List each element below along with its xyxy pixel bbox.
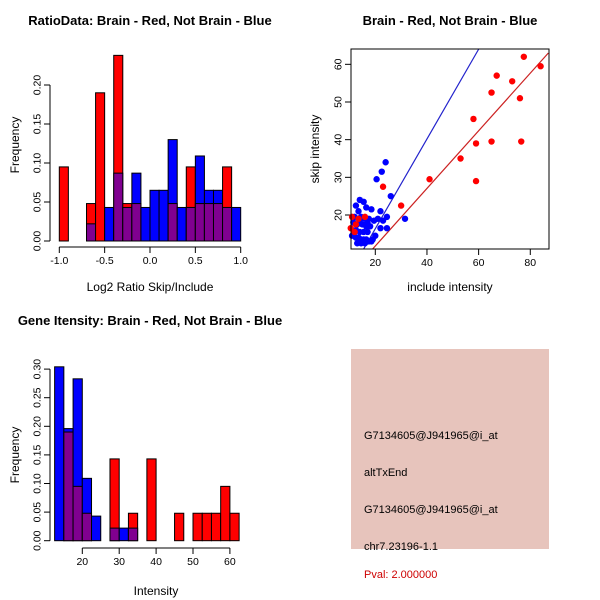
scatter-point-red [380, 184, 386, 190]
scatter-point-blue [368, 206, 374, 212]
y-tick-label: 0.00 [31, 530, 44, 551]
locus-text: chr7.23196-1.1 [364, 541, 438, 553]
hist-bar-overlap [82, 513, 91, 540]
gene-hist-y-axis-label: Frequency [8, 426, 22, 484]
hist-bar-red [59, 167, 68, 241]
y-tick-label: 0.05 [31, 191, 44, 213]
ratio-hist-y-axis-label: Frequency [8, 116, 22, 174]
hist-bar-overlap [87, 224, 96, 241]
scatter-point-blue [382, 159, 388, 165]
scatter-point-red [426, 176, 432, 182]
x-tick-label: 0.5 [188, 255, 203, 267]
hist-bar-blue [119, 528, 128, 541]
hist-bar-overlap [195, 204, 204, 241]
hist-bar-overlap [168, 204, 177, 241]
scatter-point-red [488, 138, 494, 144]
y-tick-label: 0.30 [31, 358, 44, 380]
hist-bar-red [211, 513, 220, 540]
scatter-point-blue [388, 193, 394, 199]
y-tick-label: 50 [332, 96, 345, 108]
panel-gene-intensity-histogram [0, 300, 300, 600]
x-tick-label: 40 [421, 257, 433, 269]
scatter-point-red [521, 54, 527, 60]
x-tick-label: -0.5 [95, 255, 114, 267]
probe-id-text-2: G7134605@J941965@i_at [364, 504, 498, 516]
x-tick-label: -1.0 [50, 255, 69, 267]
scatter-point-red [473, 140, 479, 146]
x-tick-label: 20 [76, 556, 89, 568]
scatter-point-red [355, 216, 361, 222]
scatter-point-blue [362, 240, 368, 246]
scatter-point-red [457, 155, 463, 161]
hist-bar-overlap [128, 528, 137, 541]
scatter-point-red [353, 221, 359, 227]
scatter-point-blue [377, 225, 383, 231]
scatter-point-blue [372, 233, 378, 239]
y-tick-label: 0.10 [31, 152, 44, 174]
x-tick-label: 30 [113, 556, 126, 568]
hist-bar-overlap [204, 204, 213, 241]
hist-bar-overlap [73, 486, 82, 540]
scatter-point-blue [364, 219, 370, 225]
gene-intensity-histogram-plot [0, 300, 300, 600]
y-tick-label: 0.15 [31, 113, 44, 135]
scatter-point-red [470, 116, 476, 122]
y-tick-label: 0.00 [31, 230, 44, 252]
hist-bar-overlap [223, 207, 232, 241]
scatter-point-red [473, 178, 479, 184]
panel-ratio-histogram [0, 0, 300, 300]
scatter-x-axis-label: include intensity [407, 280, 493, 294]
scatter-point-red [509, 78, 515, 84]
scatter-point-blue [364, 229, 370, 235]
scatter-point-blue [384, 225, 390, 231]
scatter-point-blue [373, 176, 379, 182]
hist-bar-blue [55, 367, 64, 541]
scatter-point-red [349, 214, 355, 220]
intensity-scatter-plot [300, 0, 600, 300]
scatter-point-blue [353, 202, 359, 208]
x-tick-label: 50 [187, 556, 199, 568]
hist-bar-red [193, 513, 202, 540]
ratio-histogram-plot [0, 0, 300, 300]
scatter-point-blue [368, 238, 374, 244]
hist-bar-overlap [114, 173, 123, 241]
scatter-point-red [518, 138, 524, 144]
ratio-hist-x-axis-label: Log2 Ratio Skip/Include [86, 280, 214, 294]
hist-bar-overlap [123, 207, 132, 241]
x-tick-label: 0.0 [142, 255, 158, 267]
scatter-point-red [362, 214, 368, 220]
scatter-point-blue [379, 168, 385, 174]
hist-bar-overlap [110, 528, 119, 541]
y-tick-label: 30 [332, 171, 345, 184]
hist-bar-overlap [186, 207, 195, 241]
hist-bar-overlap [213, 204, 222, 241]
scatter-point-blue [355, 208, 361, 214]
hist-bar-blue [159, 190, 168, 241]
hist-bar-red [202, 513, 211, 540]
scatter-point-red [398, 202, 404, 208]
hist-bar-red [230, 513, 239, 540]
scatter-title: Brain - Red, Not Brain - Blue [362, 13, 538, 28]
hist-bar-red [175, 513, 184, 540]
pval-text: Pval: 2.000000 [364, 569, 438, 581]
hist-bar-blue [141, 207, 150, 241]
scatter-point-red [351, 229, 357, 235]
hist-bar-overlap [132, 204, 141, 241]
x-tick-label: 40 [150, 556, 162, 568]
gene-hist-x-axis-label: Intensity [133, 584, 179, 598]
x-tick-label: 1.0 [233, 255, 249, 267]
x-tick-label: 60 [224, 556, 236, 568]
scatter-point-red [494, 72, 500, 78]
y-tick-label: 60 [332, 58, 345, 71]
scatter-point-red [537, 63, 543, 69]
scatter-point-red [488, 89, 494, 95]
scatter-point-red [517, 95, 523, 101]
x-tick-label: 80 [524, 257, 537, 269]
event-type-text: altTxEnd [364, 467, 408, 479]
scatter-point-blue [360, 199, 366, 205]
y-tick-label: 20 [332, 209, 345, 221]
hist-bar-overlap [64, 432, 73, 541]
y-tick-label: 0.25 [31, 387, 44, 408]
scatter-point-blue [380, 217, 386, 223]
gene-info-box [351, 349, 549, 581]
y-tick-label: 0.20 [31, 74, 44, 96]
y-tick-label: 0.15 [31, 444, 44, 466]
hist-bar-red [147, 459, 156, 541]
y-tick-label: 40 [332, 133, 345, 146]
y-tick-label: 0.10 [31, 473, 44, 494]
hist-bar-blue [105, 207, 114, 241]
scatter-point-blue [377, 208, 383, 214]
hist-bar-red [96, 93, 105, 241]
scatter-point-blue [402, 216, 408, 222]
ratio-hist-title: RatioData: Brain - Red, Not Brain - Blue [28, 13, 272, 28]
y-tick-label: 0.20 [31, 416, 44, 437]
y-tick-label: 0.05 [31, 501, 44, 523]
panel-intensity-scatter [300, 0, 600, 300]
probe-id-text: G7134605@J941965@i_at [364, 430, 498, 442]
hist-bar-blue [150, 190, 159, 241]
scatter-y-axis-label: skip intensity [308, 114, 322, 184]
x-tick-label: 60 [472, 257, 485, 269]
hist-bar-blue [232, 207, 241, 241]
panel-gene-info [300, 300, 600, 600]
x-tick-label: 20 [369, 257, 382, 269]
hist-bar-blue [177, 207, 186, 241]
brain-fit-line [373, 53, 549, 249]
hist-bar-blue [92, 516, 101, 541]
hist-bar-red [221, 486, 230, 540]
gene-hist-title: Gene Itensity: Brain - Red, Not Brain - Blue [17, 313, 283, 328]
